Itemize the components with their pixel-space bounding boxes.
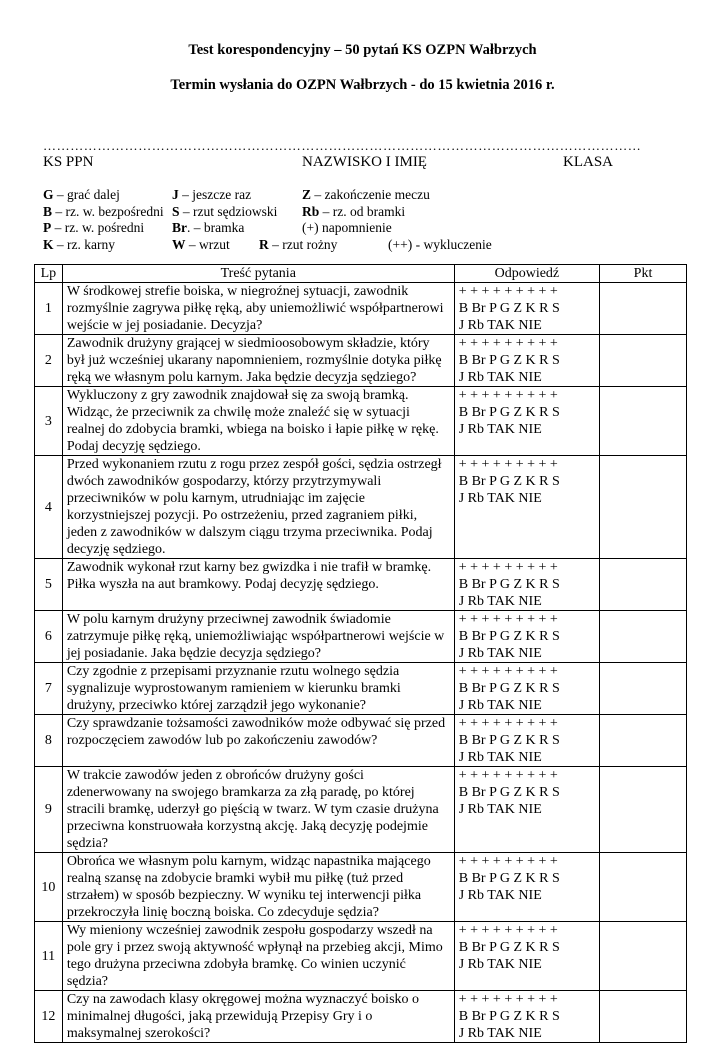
- table-row: [35, 335, 687, 387]
- answer-option-line[interactable]: B Br P G Z K R S: [458, 940, 560, 955]
- table-row: [35, 991, 687, 1043]
- question-text: Wykluczony z gry zawodnik znajdował się za swoją bramką. Widząc, że przeciwnik za chwilę może znaleźć się w sytuacji realnej do zdobycia bramki, wbiega na boisko i łapie piłkę w rękę. Podaj decyzję sędziego.: [62, 387, 454, 456]
- question-number: 7: [35, 663, 63, 715]
- points-cell[interactable]: [600, 283, 687, 335]
- answer-option-line[interactable]: B Br P G Z K R S: [458, 577, 560, 592]
- answer-option-line[interactable]: B Br P G Z K R S: [458, 681, 560, 696]
- answer-option-line[interactable]: J Rb TAK NIE: [458, 888, 542, 903]
- question-text: Obrońca we własnym polu karnym, widząc napastnika mającego realną szansę na zdobycie bramki wybił mu piłkę (tuż przed strzałem) w sposób bezpieczny. W wyniku tej interwencji piłka przekroczyła linię boczną boiska. Co zdecyduje sędzia?: [62, 853, 454, 922]
- legend-item-corner: R – rzut rożny: [259, 236, 338, 252]
- answer-option-line[interactable]: + + + + + + + + +: [458, 768, 558, 783]
- legend-column-1: [43, 187, 164, 253]
- question-number: 4: [35, 456, 63, 559]
- table-row: [35, 611, 687, 663]
- table-row: [35, 456, 687, 559]
- table-row: [35, 715, 687, 767]
- question-number: 2: [35, 335, 63, 387]
- points-cell[interactable]: [600, 715, 687, 767]
- table-row: [35, 767, 687, 853]
- answer-option-line[interactable]: B Br P G Z K R S: [458, 353, 560, 368]
- legend-item: Rb – rz. od bramki: [302, 203, 406, 219]
- answer-options[interactable]: [454, 767, 599, 853]
- header-points: Pkt: [600, 265, 687, 283]
- answer-option-line[interactable]: + + + + + + + + +: [458, 854, 558, 869]
- question-number: 9: [35, 767, 63, 853]
- legend-item: S – rzut sędziowski: [172, 203, 278, 219]
- table-row: [35, 663, 687, 715]
- question-number: 10: [35, 853, 63, 922]
- answer-option-line[interactable]: + + + + + + + + +: [458, 560, 558, 575]
- answer-option-line[interactable]: J Rb TAK NIE: [458, 370, 542, 385]
- answer-option-line[interactable]: J Rb TAK NIE: [458, 491, 542, 506]
- question-text: Przed wykonaniem rzutu z rogu przez zespół gości, sędzia ostrzegł dwóch zawodników gospodarzy, którzy przytrzymywali przeciwników w polu karnym, utrudniając im zajęcie korzystniejszej pozycji. Po ostrzeżeniu, przed zagraniem piłki, jeden z zawodników w dalszym ciągu trzyma przeciwnika. Podaj decyzję sędziego.: [62, 456, 454, 559]
- question-text: Czy na zawodach klasy okręgowej można wyznaczyć boisko o minimalnej długości, jaką przewidują Przepisy Gry i o maksymalnej szerokości?: [62, 991, 454, 1043]
- question-text: Czy sprawdzanie tożsamości zawodników może odbywać się przed rozpoczęciem zawodów lub po zakończeniu zawodów?: [62, 715, 454, 767]
- header-lp: Lp: [35, 265, 63, 283]
- points-cell[interactable]: [600, 663, 687, 715]
- table-row: [35, 853, 687, 922]
- answer-option-line[interactable]: + + + + + + + + +: [458, 336, 558, 351]
- points-cell[interactable]: [600, 559, 687, 611]
- legend-item: G – grać dalej: [43, 187, 120, 202]
- points-cell[interactable]: [600, 853, 687, 922]
- class-label: KLASA: [563, 154, 614, 170]
- answer-option-line[interactable]: J Rb TAK NIE: [458, 750, 542, 765]
- points-cell[interactable]: [600, 335, 687, 387]
- question-number: 5: [35, 559, 63, 611]
- answer-options[interactable]: [454, 283, 599, 335]
- question-text: W środkowej strefie boiska, w niegroźnej sytuacji, zawodnik rozmyślnie zagrywa piłkę ręką, aby uniemożliwić współpartnerowi wejście w jej posiadanie. Decyzja?: [62, 283, 454, 335]
- question-text: Wy mieniony wcześniej zawodnik zespołu gospodarzy wszedł na pole gry i przez swoją aktywność wpłynął na przebieg akcji, Mimo tego drużyna przeciwna zdobyła bramkę. Co winien uczynić sędzia?: [62, 922, 454, 991]
- legend-item: B – rz. w. bezpośredni: [43, 203, 164, 219]
- answer-option-line[interactable]: B Br P G Z K R S: [458, 871, 560, 886]
- answer-option-line[interactable]: + + + + + + + + +: [458, 923, 558, 938]
- question-number: 8: [35, 715, 63, 767]
- question-text: Czy zgodnie z przepisami przyznanie rzutu wolnego sędzia sygnalizuje wyprostowanym ramieniem w kierunku bramki drużyny, przeciwko której zarządził jego wykonanie?: [62, 663, 454, 715]
- header-answer: Odpowiedź: [454, 265, 599, 283]
- answer-option-line[interactable]: J Rb TAK NIE: [458, 1026, 542, 1041]
- answer-option-line[interactable]: B Br P G Z K R S: [458, 405, 560, 420]
- answer-option-line[interactable]: J Rb TAK NIE: [458, 802, 542, 817]
- answer-option-line[interactable]: + + + + + + + + +: [458, 716, 558, 731]
- answer-option-line[interactable]: + + + + + + + + +: [458, 612, 558, 627]
- legend-item: (+) napomnienie: [302, 220, 392, 235]
- answer-options[interactable]: [454, 456, 599, 559]
- question-text: Zawodnik wykonał rzut karny bez gwizdka i nie trafił w bramkę. Piłka wyszła na aut bramkowy. Podaj decyzję sędziego.: [62, 559, 454, 611]
- answer-option-line[interactable]: J Rb TAK NIE: [458, 422, 542, 437]
- question-text: Zawodnik drużyny grającej w siedmioosobowym składzie, który był już wcześniej ukarany napomnieniem, rozmyślnie dotyka piłkę ręką we własnym polu karnym. Jaka będzie decyzja sędziego?: [62, 335, 454, 387]
- answer-options[interactable]: [454, 922, 599, 991]
- question-number: 11: [35, 922, 63, 991]
- table-row: [35, 559, 687, 611]
- answer-options[interactable]: [454, 387, 599, 456]
- table-row: [35, 387, 687, 456]
- legend-item: J – jeszcze raz: [172, 187, 252, 202]
- legend-item: K – rz. karny: [43, 236, 115, 252]
- answer-option-line[interactable]: + + + + + + + + +: [458, 664, 558, 679]
- question-text: W trakcie zawodów jeden z obrońców drużyny gości zdenerwowany na swojego bramkarza za złą paradę, po której stracili bramkę, uderzył go pięścią w twarz. W tym czasie drużyna przeciwna konstruowała korzystną akcję. Jaką decyzję podejmie sędzia?: [62, 767, 454, 853]
- answer-option-line[interactable]: + + + + + + + + +: [458, 992, 558, 1007]
- answer-option-line[interactable]: + + + + + + + + +: [458, 284, 558, 299]
- answer-option-line[interactable]: J Rb TAK NIE: [458, 957, 542, 972]
- answer-option-line[interactable]: B Br P G Z K R S: [458, 474, 560, 489]
- name-label: NAZWISKO I IMIĘ: [302, 154, 427, 170]
- points-cell[interactable]: [600, 922, 687, 991]
- answer-option-line[interactable]: B Br P G Z K R S: [458, 1009, 560, 1024]
- answer-option-line[interactable]: B Br P G Z K R S: [458, 785, 560, 800]
- header-question: Treść pytania: [62, 265, 454, 283]
- legend-column-3: [302, 187, 430, 237]
- question-text: W polu karnym drużyny przeciwnej zawodnik świadomie zatrzymuje piłkę ręką, uniemożliwiając współpartnerowi wejście w jej posiadanie. Jaka będzie decyzja sędziego?: [62, 611, 454, 663]
- answer-options[interactable]: [454, 853, 599, 922]
- answer-options[interactable]: [454, 715, 599, 767]
- question-number: 1: [35, 283, 63, 335]
- document-title: Test korespondencyjny – 50 pytań KS OZPN Wałbrzych: [188, 42, 537, 58]
- questions-body: [35, 283, 687, 1043]
- deadline-line: Termin wysłania do OZPN Wałbrzych - do 15 kwietnia 2016 r.: [170, 77, 555, 93]
- questions-table: [34, 264, 687, 1043]
- answer-option-line[interactable]: B Br P G Z K R S: [458, 301, 560, 316]
- answer-options[interactable]: [454, 663, 599, 715]
- table-header-row: [35, 265, 687, 283]
- answer-option-line[interactable]: J Rb TAK NIE: [458, 318, 542, 333]
- fill-in-dotted-line: ……………………………………………………………………………………………………………………: [43, 138, 642, 153]
- answer-option-line[interactable]: J Rb TAK NIE: [458, 698, 542, 713]
- table-row: [35, 283, 687, 335]
- question-number: 3: [35, 387, 63, 456]
- answer-options[interactable]: [454, 559, 599, 611]
- points-cell[interactable]: [600, 611, 687, 663]
- answer-options[interactable]: [454, 335, 599, 387]
- points-cell[interactable]: [600, 456, 687, 559]
- legend-item: W – wrzut: [172, 236, 230, 252]
- answer-option-line[interactable]: J Rb TAK NIE: [458, 594, 542, 609]
- points-cell[interactable]: [600, 767, 687, 853]
- answer-option-line[interactable]: B Br P G Z K R S: [458, 733, 560, 748]
- answer-options[interactable]: [454, 991, 599, 1043]
- answer-option-line[interactable]: + + + + + + + + +: [458, 388, 558, 403]
- legend-item: P – rz. w. pośredni: [43, 220, 145, 235]
- legend-item-exclusion: (++) - wykluczenie: [388, 236, 492, 252]
- legend-item: Br. – bramka: [172, 220, 245, 235]
- question-number: 6: [35, 611, 63, 663]
- answer-option-line[interactable]: + + + + + + + + +: [458, 457, 558, 472]
- table-row: [35, 922, 687, 991]
- answer-option-line[interactable]: B Br P G Z K R S: [458, 629, 560, 644]
- points-cell[interactable]: [600, 387, 687, 456]
- answer-options[interactable]: [454, 611, 599, 663]
- answer-option-line[interactable]: J Rb TAK NIE: [458, 646, 542, 661]
- question-number: 12: [35, 991, 63, 1043]
- legend-item: Z – zakończenie meczu: [302, 187, 430, 202]
- club-label: KS PPN: [43, 154, 94, 170]
- points-cell[interactable]: [600, 991, 687, 1043]
